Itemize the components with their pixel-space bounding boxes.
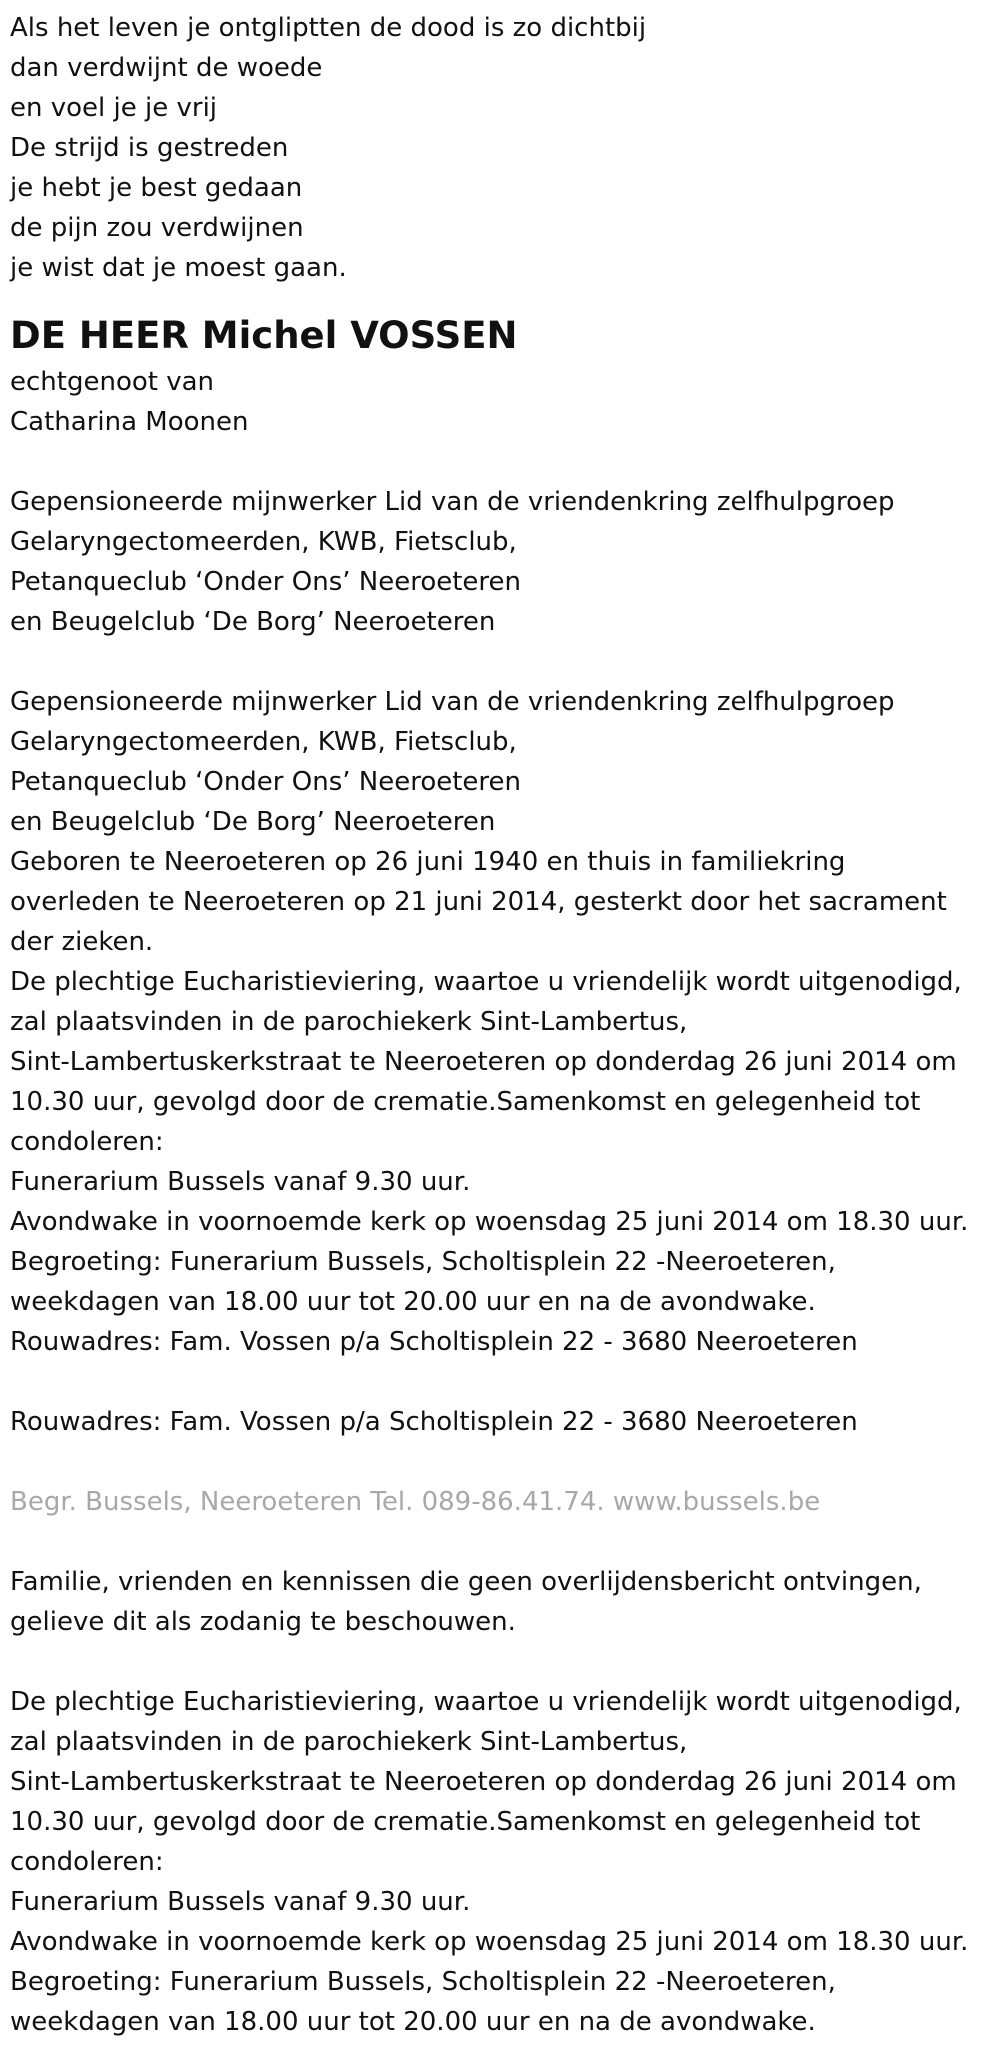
ceremony-line: condoleren: [10, 1847, 164, 1877]
details-line: 10.30 uur, gevolgd door de crematie.Samenkomst en gelegenheid tot [10, 1087, 921, 1117]
poem-line: je hebt je best gedaan [10, 173, 303, 203]
affiliations [10, 482, 1000, 642]
details-line: De plechtige Eucharistieviering, waartoe u vriendelijk wordt uitgenodigd, [10, 967, 962, 997]
affiliation-line: Gepensioneerde mijnwerker Lid van de vriendenkring zelfhulpgroep [10, 487, 895, 517]
ceremony-line: Avondwake in voornoemde kerk op woensdag 25 juni 2014 om 18.30 uur. [10, 1927, 969, 1957]
spouse-line: echtgenoot van [10, 367, 215, 397]
poem-line: je wist dat je moest gaan. [10, 253, 347, 283]
notice-line: gelieve dit als zodanig te beschouwen. [10, 1607, 516, 1637]
affiliation-line: Petanqueclub ‘Onder Ons’ Neeroeteren [10, 567, 522, 597]
poem-line: dan verdwijnt de woede [10, 53, 323, 83]
poem-line: de pijn zou verdwijnen [10, 213, 304, 243]
ceremony-line: weekdagen van 18.00 uur tot 20.00 uur en na de avondwake. [10, 2007, 816, 2037]
poem-line: en voel je je vrij [10, 93, 218, 123]
ceremony-line: Funerarium Bussels vanaf 9.30 uur. [10, 1887, 471, 1917]
details-line: Rouwadres: Fam. Vossen p/a Scholtisplein 22 - 3680 Neeroeteren [10, 1327, 858, 1357]
details-line: der zieken. [10, 927, 154, 957]
ceremony-line: Begroeting: Funerarium Bussels, Scholtisplein 22 -Neeroeteren, [10, 1967, 836, 1997]
ceremony-line: zal plaatsvinden in de parochiekerk Sint-Lambertus, [10, 1727, 688, 1757]
details-line: Begroeting: Funerarium Bussels, Scholtisplein 22 -Neeroeteren, [10, 1247, 836, 1277]
details-line: Funerarium Bussels vanaf 9.30 uur. [10, 1167, 471, 1197]
details-line: weekdagen van 18.00 uur tot 20.00 uur en na de avondwake. [10, 1287, 816, 1317]
ceremony-line: Sint-Lambertuskerkstraat te Neeroeteren op donderdag 26 juni 2014 om [10, 1767, 957, 1797]
details-line: overleden te Neeroeteren op 21 juni 2014, gesterkt door het sacrament [10, 887, 947, 917]
details-line: zal plaatsvinden in de parochiekerk Sint-Lambertus, [10, 1007, 688, 1037]
details-line: Sint-Lambertuskerkstraat te Neeroeteren op donderdag 26 juni 2014 om [10, 1047, 957, 1077]
mourning-address: Rouwadres: Fam. Vossen p/a Scholtisplein 22 - 3680 Neeroeteren [10, 1407, 858, 1437]
ceremony-line: 10.30 uur, gevolgd door de crematie.Samenkomst en gelegenheid tot [10, 1807, 921, 1837]
ceremony [10, 1682, 1000, 2042]
poem-line: De strijd is gestreden [10, 133, 289, 163]
details-line: en Beugelclub ‘De Borg’ Neeroeteren [10, 807, 496, 837]
details-line: Avondwake in voornoemde kerk op woensdag 25 juni 2014 om 18.30 uur. [10, 1207, 969, 1237]
spouse-line: Catharina Moonen [10, 407, 249, 437]
deceased-name: DE HEER Michel VOSSEN [10, 314, 518, 357]
affiliation-line: en Beugelclub ‘De Borg’ Neeroeteren [10, 607, 496, 637]
affiliation-line: Gelaryngectomeerden, KWB, Fietsclub, [10, 527, 517, 557]
details-line: Gelaryngectomeerden, KWB, Fietsclub, [10, 727, 517, 757]
details-line: Geboren te Neeroeteren op 26 juni 1940 en thuis in familiekring [10, 847, 846, 877]
poem [10, 8, 1000, 288]
deceased-block [10, 310, 1000, 442]
details [10, 682, 1000, 1362]
details-line: Gepensioneerde mijnwerker Lid van de vriendenkring zelfhulpgroep [10, 687, 895, 717]
ceremony-line: De plechtige Eucharistieviering, waartoe u vriendelijk wordt uitgenodigd, [10, 1687, 962, 1717]
notice-line: Familie, vrienden en kennissen die geen overlijdensbericht ontvingen, [10, 1567, 922, 1597]
poem-line: Als het leven je ontgliptten de dood is zo dichtbij [10, 13, 647, 43]
details-line: condoleren: [10, 1127, 164, 1157]
details-line: Petanqueclub ‘Onder Ons’ Neeroeteren [10, 767, 522, 797]
funeral-home-contact: Begr. Bussels, Neeroeteren Tel. 089-86.41.74. www.bussels.be [10, 1487, 821, 1517]
notice [10, 1562, 1000, 1642]
